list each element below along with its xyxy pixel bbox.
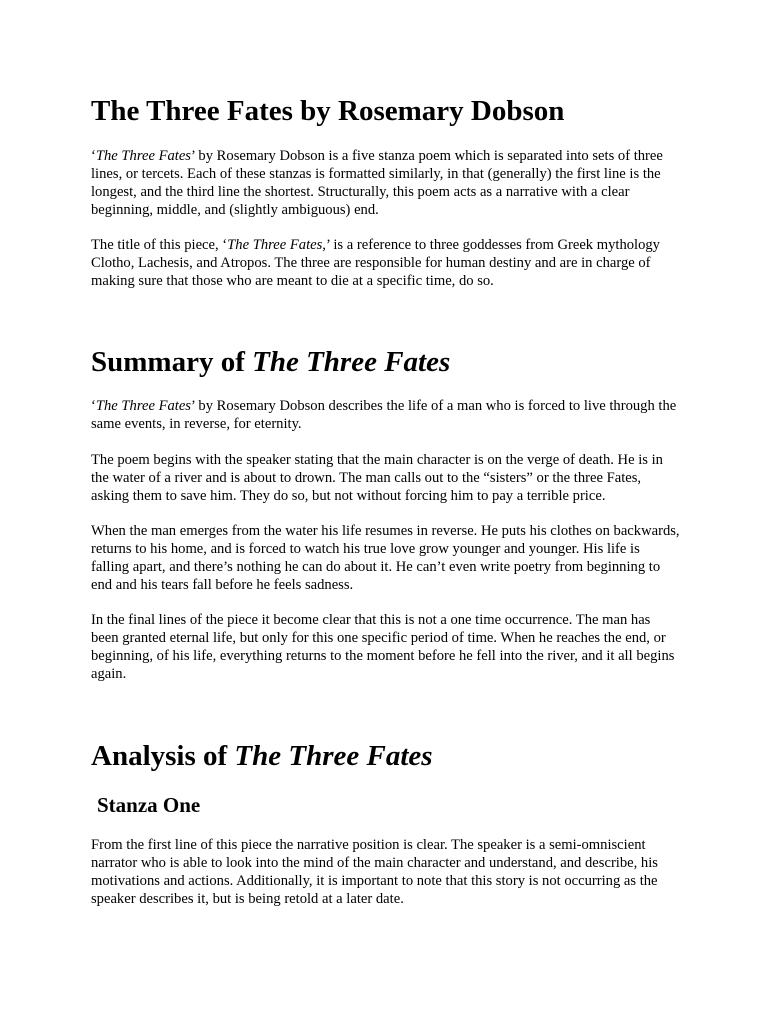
article-title: The Three Fates by Rosemary Dobson xyxy=(91,95,565,127)
poem-title-italic: The Three Fates xyxy=(95,148,191,164)
heading-poem-title: The Three Fates xyxy=(234,740,433,772)
paragraph-text-before: The title of this piece, ‘ xyxy=(91,237,228,253)
summary-paragraph-4: In the final lines of the piece it become clear that this is not a one time occurrence. The man has been granted eternal life, but only for this one specific period of time. When he reaches the end, or beginning, of his life, everything returns to the moment before he fell into the river, and it all begins again. xyxy=(91,612,675,682)
quote-mark: ‘ xyxy=(91,148,96,164)
quote-mark: ‘ xyxy=(91,398,96,414)
poem-title-italic: The Three Fates xyxy=(95,398,191,414)
heading-poem-title: The Three Fates xyxy=(252,346,451,378)
paragraph-text: ’ by Rosemary Dobson describes the life of a man who is forced to live through the same events, in reverse, for eternity. xyxy=(91,398,677,432)
paragraph-text: ’ by Rosemary Dobson is a five stanza poem which is separated into sets of three lines, or tercets. Each of these stanzas is formatted similarly, in that (generally) the first line is the longest, and the third line the shortest. Structurally, this poem acts as a narrative with a clear beginning, middle, and (slightly ambiguous) end. xyxy=(91,148,663,218)
poem-title-italic: The Three Fates, xyxy=(227,237,326,253)
stanza-one-heading: Stanza One xyxy=(97,793,201,817)
analysis-heading xyxy=(91,739,433,773)
heading-prefix: Analysis of xyxy=(91,740,235,772)
summary-heading xyxy=(91,345,450,379)
summary-paragraph-3: When the man emerges from the water his life resumes in reverse. He puts his clothes on backwards, returns to his home, and is forced to watch his true love grow younger and younger. His life is falling apart, and there’s nothing he can do about it. He can’t even write poetry from beginning to end and his tears fall before he feels sadness. xyxy=(91,523,680,593)
intro-paragraph-2 xyxy=(91,237,681,291)
summary-paragraph-1 xyxy=(91,398,681,434)
paragraph-text-after: ’ is a reference to three goddesses from Greek mythology Clotho, Lachesis, and Atropos. The three are responsible for human destiny and are in charge of making sure that those who are meant to die at a specific time, do so. xyxy=(91,237,660,289)
summary-paragraph-2: The poem begins with the speaker stating that the main character is on the verge of death. He is in the water of a river and is about to drown. The man calls out to the “sisters” or the three Fates, asking them to save him. They do so, but not without forcing him to pay a terrible price. xyxy=(91,452,663,504)
stanza-one-paragraph-1: From the first line of this piece the narrative position is clear. The speaker is a semi-omniscient narrator who is able to look into the mind of the main character and understand, and describe, his motivations and actions. Additionally, it is important to note that this story is not occurring as the speaker describes it, but is being retold at a later date. xyxy=(91,837,658,907)
intro-paragraph-1 xyxy=(91,148,681,220)
heading-prefix: Summary of xyxy=(91,346,253,378)
